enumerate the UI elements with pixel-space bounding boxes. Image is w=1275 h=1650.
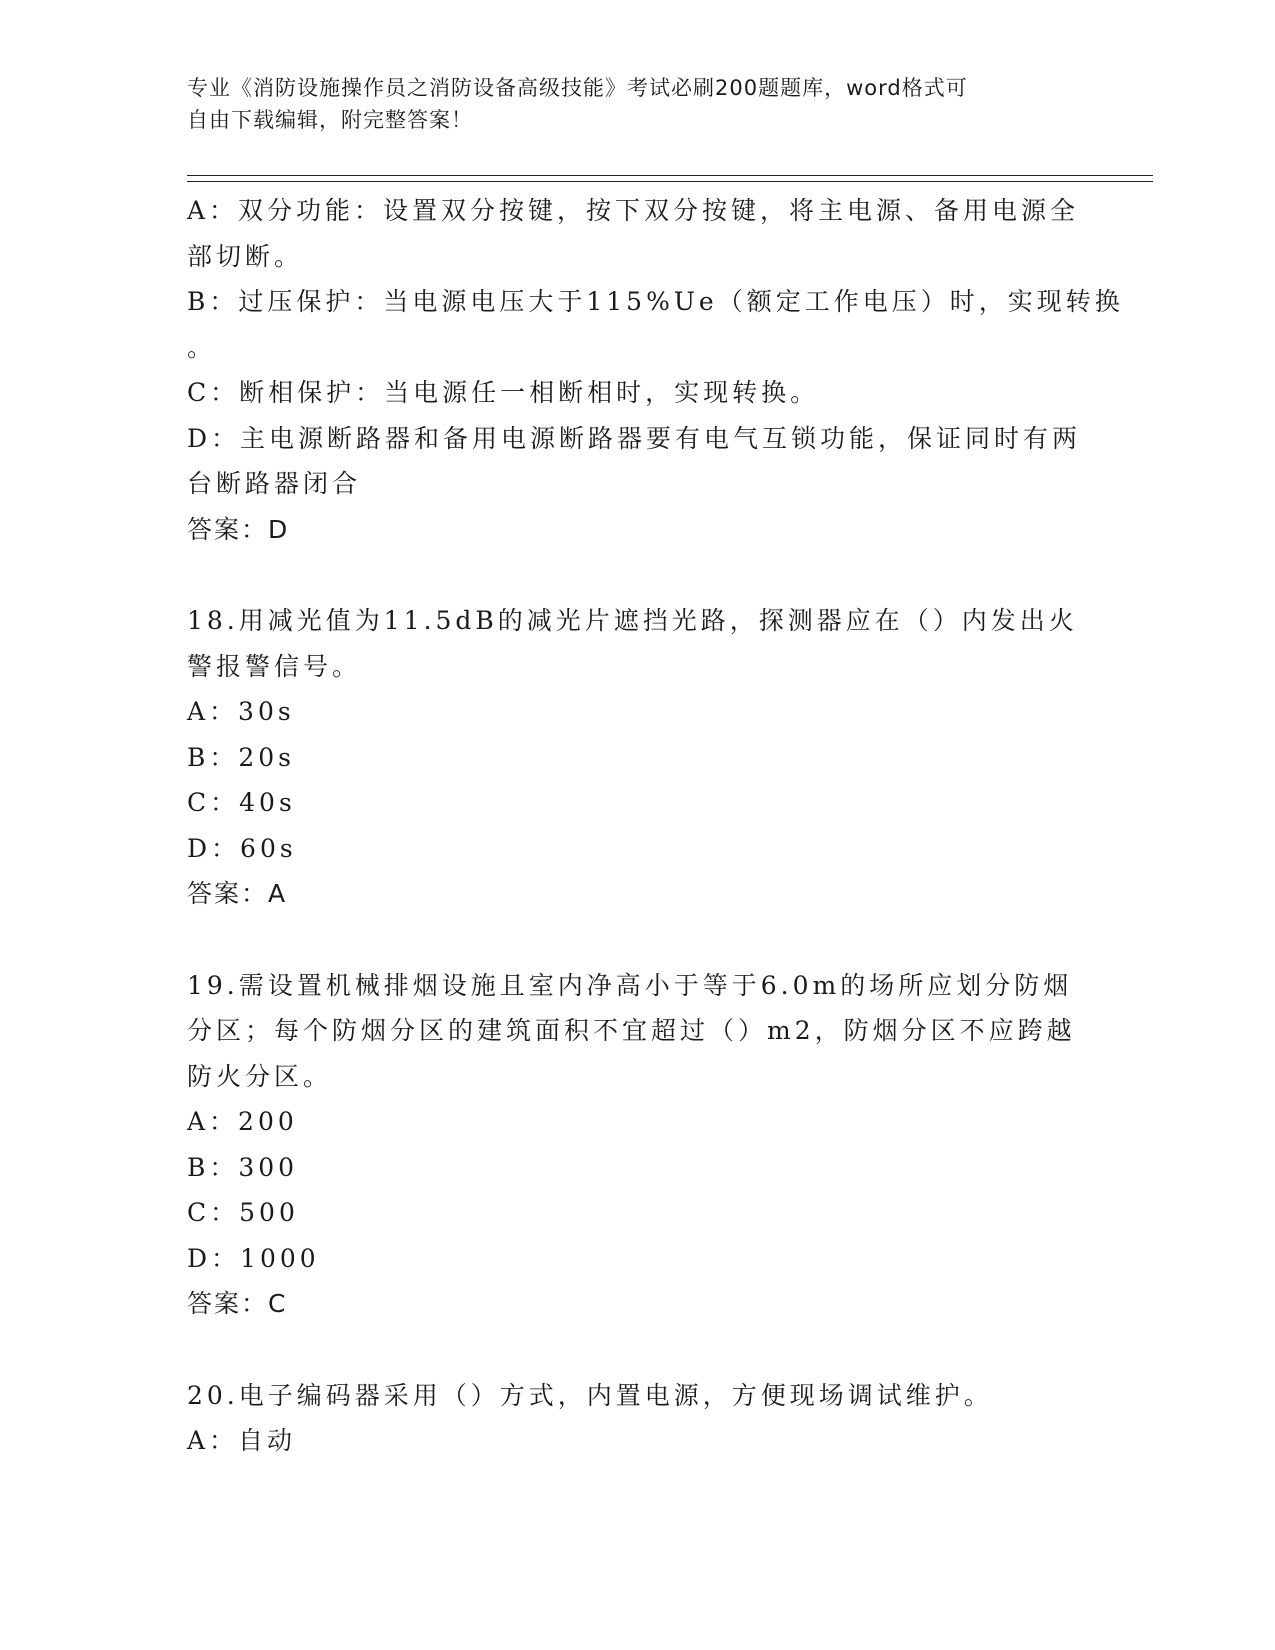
question-spacer xyxy=(187,1327,1087,1373)
option-a-line: A：自动 xyxy=(187,1426,297,1455)
question-19 xyxy=(187,963,1087,1327)
question-17-options xyxy=(187,188,1124,552)
option-a-continuation: 部切断。 xyxy=(187,241,304,271)
question-18 xyxy=(187,598,1087,917)
question-stem-continuation: 分区；每个防烟分区的建筑面积不宜超过（）m2，防烟分区不应跨越 xyxy=(187,1016,1076,1045)
question-stem: 20.电子编码器采用（）方式，内置电源，方便现场调试维护。 xyxy=(187,1380,993,1410)
header-title-line-2: 自由下载编辑，附完整答案！ xyxy=(187,108,473,132)
question-stem: 18.用减光值为11.5dB的减光片遮挡光路，探测器应在（）内发出火 xyxy=(187,606,1078,635)
question-stem: 19.需设置机械排烟设施且室内净高小于等于6.0m的场所应划分防烟 xyxy=(187,970,1073,1000)
option-d-line: D：主电源断路器和备用电源断路器要有电气互锁功能，保证同时有两 xyxy=(187,423,1082,453)
question-list xyxy=(187,188,1124,1464)
option-b-line: B：20s xyxy=(187,742,296,772)
document-header xyxy=(187,72,1067,136)
option-c-line: C：500 xyxy=(187,1198,299,1227)
option-a-line: A：200 xyxy=(187,1107,298,1136)
option-d-line: D：60s xyxy=(187,833,297,863)
question-spacer xyxy=(187,917,1087,963)
option-d-line: D：1000 xyxy=(187,1243,320,1273)
question-stem-continuation: 警报警信号。 xyxy=(187,651,362,681)
header-divider-top xyxy=(187,175,1153,176)
answer-label: 答案：D xyxy=(187,514,290,544)
option-b-continuation: 。 xyxy=(187,332,217,362)
option-c-line: C：40s xyxy=(187,788,296,817)
question-spacer xyxy=(187,552,1087,598)
option-a-line: A：双分功能：设置双分按键，按下双分按键，将主电源、备用电源全 xyxy=(187,196,1080,225)
option-b-line: B：300 xyxy=(187,1152,299,1182)
answer-label: 答案：A xyxy=(187,879,288,908)
option-d-continuation: 台断路器闭合 xyxy=(187,469,362,498)
option-c-line: C：断相保护：当电源任一相断相时，实现转换。 xyxy=(187,378,820,407)
question-stem-continuation: 防火分区。 xyxy=(187,1061,333,1091)
option-a-line: A：30s xyxy=(187,697,295,726)
header-divider-bottom xyxy=(187,181,1153,182)
question-20 xyxy=(187,1373,1087,1464)
answer-label: 答案：C xyxy=(187,1289,288,1318)
header-title-line-1: 专业《消防设施操作员之消防设备高级技能》考试必刷200题题库，word格式可 xyxy=(187,76,968,100)
option-b-line: B：过压保护：当电源电压大于115%Ue（额定工作电压）时，实现转换 xyxy=(187,287,1124,316)
